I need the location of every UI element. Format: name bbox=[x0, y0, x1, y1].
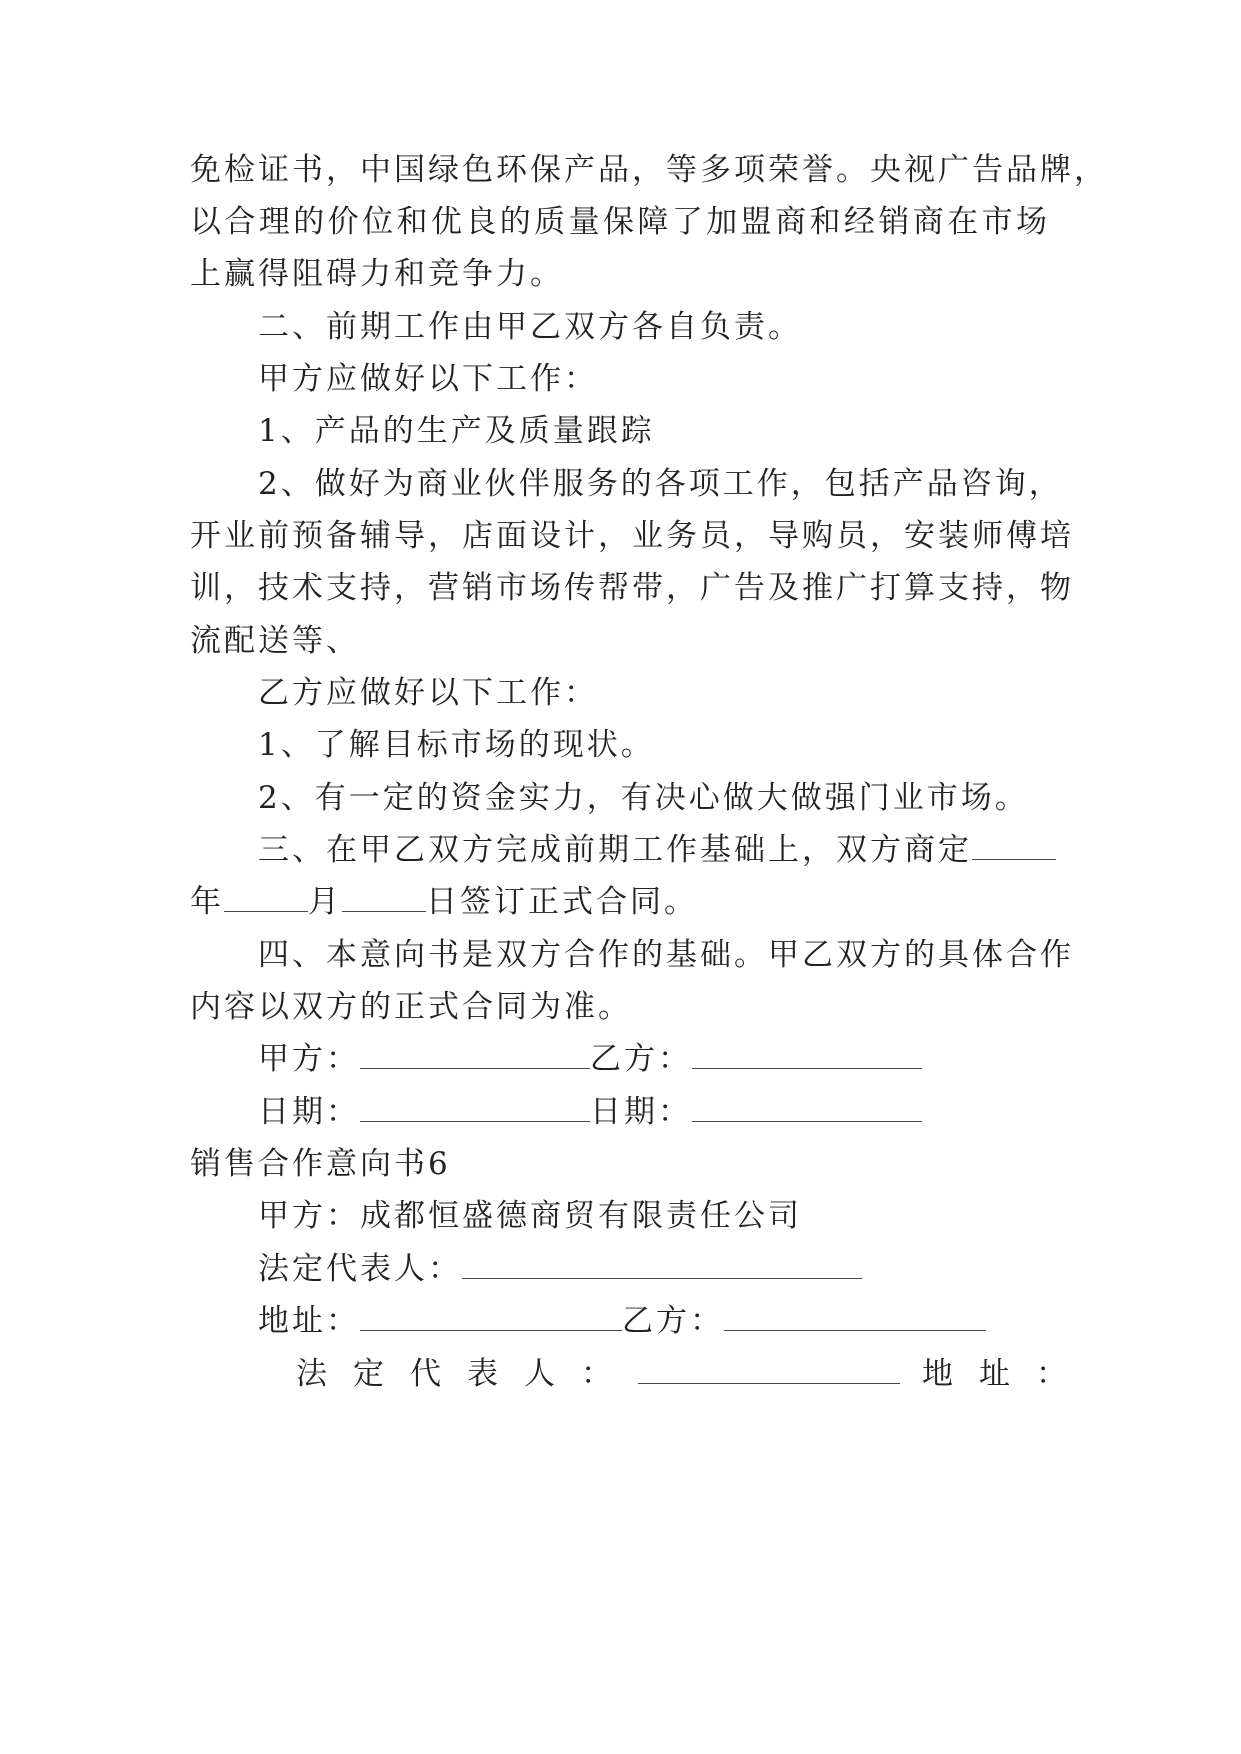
section-heading bbox=[258, 825, 1050, 875]
text-segment: 月 bbox=[308, 884, 342, 920]
fill-blank bbox=[224, 885, 308, 912]
section-heading: 四、本意向书是双方合作的基础。甲乙双方的具体合作 bbox=[258, 937, 1074, 973]
legal-rep-address-line bbox=[296, 1349, 1093, 1399]
list-item: 2、做好为商业伙伴服务的各项工作，包括产品咨询， bbox=[258, 466, 1063, 502]
label-date-a: 日期： bbox=[258, 1094, 360, 1130]
signature-line bbox=[258, 1034, 1050, 1084]
label-date-b: 日期： bbox=[590, 1094, 692, 1130]
fill-blank bbox=[972, 833, 1056, 860]
section-title: 销售合作意向书6 bbox=[190, 1146, 451, 1182]
paragraph-line: 免检证书，中国绿色环保产品，等多项荣誉。央视广告品牌， bbox=[190, 152, 1108, 188]
paragraph-line: 训，技术支持，营销市场传帮带，广告及推广打算支持，物 bbox=[190, 570, 1074, 606]
list-item: 1、产品的生产及质量跟踪 bbox=[258, 413, 655, 449]
fill-blank bbox=[692, 1042, 922, 1069]
fill-blank bbox=[462, 1252, 862, 1279]
paragraph-line: 上赢得阻碍力和竞争力。 bbox=[190, 256, 564, 292]
list-item: 1、了解目标市场的现状。 bbox=[258, 727, 655, 763]
label-party-b: 乙方： bbox=[622, 1303, 724, 1339]
section-heading: 二、前期工作由甲乙双方各自负责。 bbox=[258, 309, 802, 345]
label-party-a: 甲方： bbox=[258, 1041, 360, 1077]
party-a-name: 甲方：成都恒盛德商贸有限责任公司 bbox=[258, 1198, 802, 1234]
paragraph-line: 乙方应做好以下工作： bbox=[258, 675, 598, 711]
legal-rep-line bbox=[258, 1244, 1050, 1294]
fill-blank bbox=[360, 1095, 590, 1122]
fill-blank bbox=[360, 1042, 590, 1069]
fill-blank bbox=[360, 1304, 622, 1331]
signature-date-line bbox=[258, 1087, 1050, 1137]
paragraph-line: 内容以双方的正式合同为准。 bbox=[190, 989, 632, 1025]
label-legal-rep: 法定代表人： bbox=[296, 1356, 638, 1392]
fill-blank bbox=[342, 885, 426, 912]
address-line bbox=[258, 1296, 1050, 1346]
fill-blank bbox=[638, 1357, 900, 1384]
text-segment: 三、在甲乙双方完成前期工作基础上，双方商定 bbox=[258, 832, 972, 868]
paragraph-line: 甲方应做好以下工作： bbox=[258, 361, 598, 397]
paragraph-line: 以合理的价位和优良的质量保障了加盟商和经销商在市场 bbox=[190, 204, 1050, 240]
label-legal-rep: 法定代表人： bbox=[258, 1251, 462, 1287]
text-segment: 年 bbox=[190, 884, 224, 920]
label-address: 地址： bbox=[258, 1303, 360, 1339]
paragraph-line: 流配送等、 bbox=[190, 623, 360, 659]
label-address: 地址： bbox=[922, 1356, 1093, 1392]
paragraph-line bbox=[190, 877, 1050, 927]
text-segment: 日签订正式合同。 bbox=[426, 884, 698, 920]
fill-blank bbox=[724, 1304, 986, 1331]
paragraph-line: 开业前预备辅导，店面设计，业务员，导购员，安装师傅培 bbox=[190, 518, 1074, 554]
list-item: 2、有一定的资金实力，有决心做大做强门业市场。 bbox=[258, 780, 1029, 816]
label-party-b: 乙方： bbox=[590, 1041, 692, 1077]
fill-blank bbox=[692, 1095, 922, 1122]
